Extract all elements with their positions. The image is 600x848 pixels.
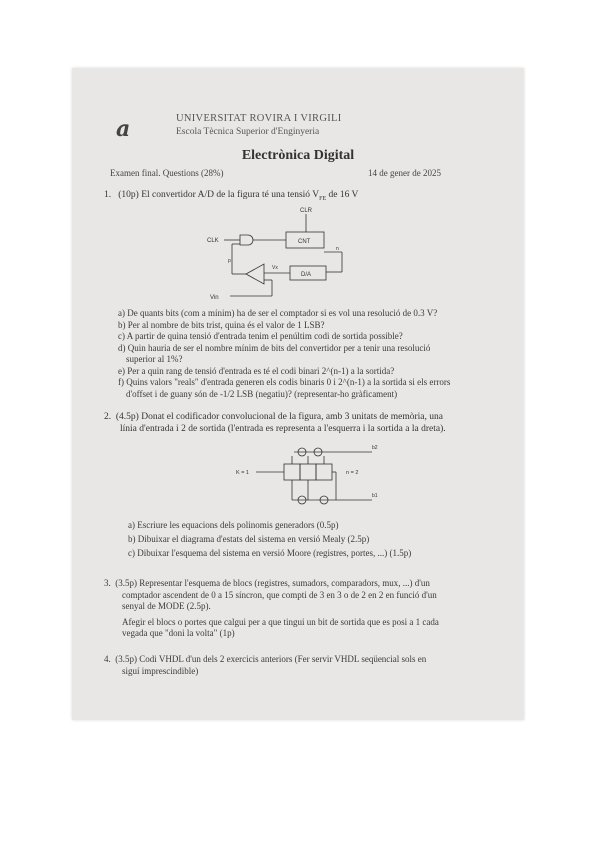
question-text-end: de 16 V [326,190,359,200]
memory-cell-3 [316,464,332,480]
ad-converter-diagram [202,204,362,304]
exam-date: 14 de gener de 2025 [368,168,441,178]
question-text-line-3: senyal de MODE (2.5p). [122,601,211,611]
university-name: UNIVERSITAT ROVIRA I VIRGILI [176,113,342,124]
bus-n-label: n [336,246,339,252]
b1-label: b1 [372,493,378,499]
question-2-statement [104,412,514,435]
memory-cell-1 [284,464,300,480]
b2-label: b2 [372,445,378,451]
question-text-line-4: Afegir el blocs o portes que calgui per a que tingui un bit de sortida que es posi a 1 cada [122,616,439,627]
question-number: 3. [104,578,111,588]
item-f: f) Quins valors "reals" d'entrada generen els codis binaris 0 i 2^(n-1) a la sortida si els errors [118,377,451,387]
k-label: K = 1 [236,470,249,476]
question-text-line-2: línia d'entrada i 2 de sortida (l'entrada es representa a l'esquerra i la sortida a la dreta). [120,423,446,434]
question-number: 4. [104,654,111,664]
item-d-cont: superior al 1%? [126,354,183,364]
exam-label: Examen final. Questions (28%) [110,168,224,178]
clr-label: CLR [300,208,313,214]
question-text: (10p) El convertidor A/D de la figura té una tensió V [118,190,320,200]
question-1-items [118,308,518,400]
university-logo: a [116,116,131,142]
vx-label: Vx [272,265,278,271]
question-text-line-1: (3.5p) Representar l'esquema de blocs (registres, sumadors, comparadors, mux, ...) d'un [115,578,430,588]
item-a: a) Escriure les equacions dels polinomis generadors (0.5p) [128,520,339,530]
exam-sheet [72,68,524,720]
n-label: n = 2 [346,470,359,476]
item-c: c) A partir de quina tensió d'entrada tenim el penúltim codi de sortida possible? [118,331,403,341]
school-name: Escola Tècnica Superior d'Enginyeria [176,127,320,137]
question-3-statement [104,578,516,640]
counter-label: CNT [298,239,311,245]
item-e: e) Per a quin rang de tensió d'entrada es té el codi binari 2^(n-1) a la sortida? [118,365,395,376]
item-d: d) Quin hauria de ser el nombre mínim de bits del convertidor per a tenir una resolució [118,342,431,353]
question-1-statement [104,190,358,202]
item-b: b) Dibuixar el diagrama d'estats del sistema en versió Mealy (2.5p) [128,534,370,544]
exam-title: Electrònica Digital [241,148,355,163]
vfe-subscript: FE [319,195,327,202]
dac-label: D/A [301,272,312,278]
item-f-cont: d'offset i de guany són de -1/2 LSB (negatiu)? (representar-ho gràficament) [126,388,398,399]
comparator-shape [246,264,264,284]
clk-label: CLK [207,238,219,244]
question-number: 1. [104,190,112,200]
vin-label: Vin [210,295,219,301]
question-2-items [128,518,518,560]
question-text-line-5: vegada que "doni la volta" (1p) [122,628,235,638]
item-a: a) De quants bits (com a mínim) ha de ser el comptador si es vol una resolució de 0.3 V? [118,308,438,318]
p-label: p [228,258,231,264]
question-number: 2. [104,412,112,422]
memory-cell-2 [300,464,316,480]
question-text-line-2: siguí imprescindible) [122,665,199,676]
question-text-line-1: (4.5p) Donat el codificador convolucional de la figura, amb 3 unitats de memòria, una [115,412,443,422]
question-text-line-1: (3.5p) Codi VHDL d'un dels 2 exercicis anteriors (Fer servir VHDL seqüencial sols en [115,654,427,664]
item-c: c) Dibuixar l'esquema del sistema en versió Moore (registres, portes, ...) (1.5p) [128,548,412,558]
convolutional-encoder-diagram [232,440,392,516]
question-4-statement [104,654,516,677]
and-gate-shape [240,235,253,245]
question-text-line-2: comptador ascendent de 0 a 15 síncron, que compti de 3 en 3 o de 2 en 2 en funció d'un [122,589,437,600]
item-b: b) Per al nombre de bits trist, quina és el valor de 1 LSB? [118,319,325,330]
